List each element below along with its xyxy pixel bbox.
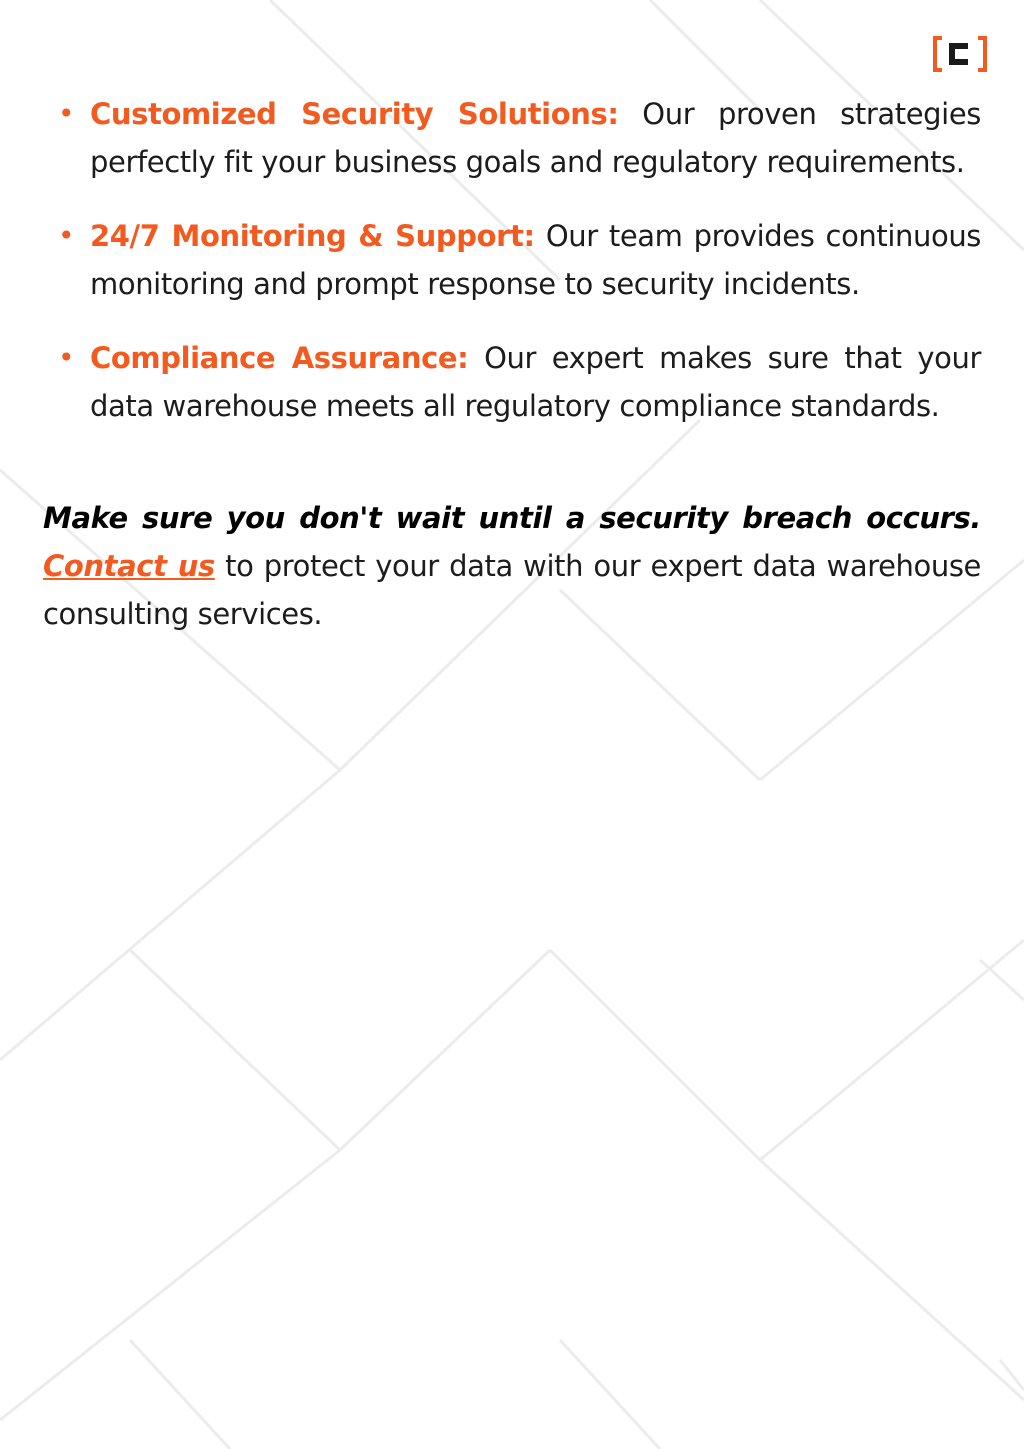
feature-list <box>43 90 981 430</box>
feature-item-monitoring-support <box>43 212 981 308</box>
feature-description: Our team provides continuous monitoring and prompt response to security incidents. <box>90 219 982 301</box>
closing-paragraph <box>43 494 981 638</box>
closing-emphasis: Make sure you don't wait until a security breach occurs. <box>43 501 981 535</box>
feature-title: Compliance Assurance: <box>90 341 469 375</box>
bullet-dot: • <box>58 219 75 252</box>
feature-title: Customized Security Solutions: <box>90 97 619 131</box>
feature-title: 24/7 Monitoring & Support: <box>90 219 535 253</box>
page-content <box>43 90 981 667</box>
feature-description: Our proven strategies perfectly fit your business goals and regulatory requirements. <box>90 97 981 179</box>
closing-text: to protect your data with our expert data warehouse consulting services. <box>43 549 981 631</box>
feature-description: Our expert makes sure that your data warehouse meets all regulatory compliance standards. <box>90 341 981 423</box>
bullet-dot: • <box>58 341 75 374</box>
bracket-c-logo-icon <box>930 34 990 74</box>
brand-logo <box>930 34 990 74</box>
feature-item-compliance-assurance <box>43 334 981 430</box>
feature-item-security-solutions <box>43 90 981 186</box>
contact-us-link[interactable]: Contact us <box>43 549 215 583</box>
bullet-dot: • <box>58 97 75 130</box>
